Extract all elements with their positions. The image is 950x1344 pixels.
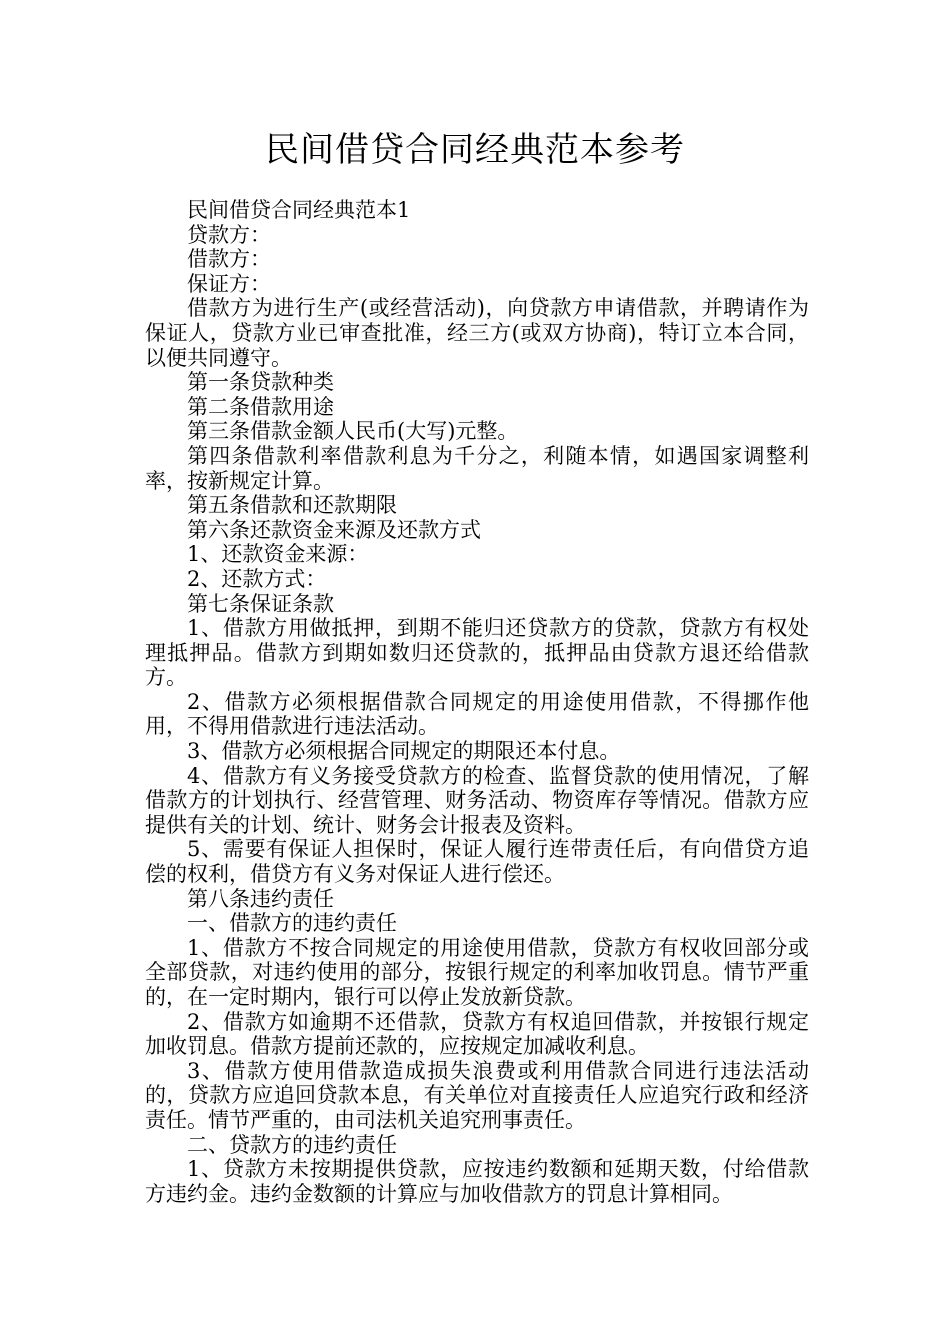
paragraph: 3、借款方使用借款造成损失浪费或利用借款合同进行违法活动的，贷款方应追回贷款本息，有关单位对直接责任人应追究行政和经济责任。情节严重的，由司法机关追究刑事责任。 <box>145 1058 809 1132</box>
paragraph: 3、借款方必须根据合同规定的期限还本付息。 <box>187 739 621 764</box>
document-body <box>145 198 809 1206</box>
paragraph: 借款方为进行生产(或经营活动)，向贷款方申请借款，并聘请作为保证人，贷款方业已审查批准，经三方(或双方协商)，特订立本合同，以便共同遵守。 <box>145 296 809 370</box>
paragraph: 2、还款方式： <box>187 566 327 591</box>
paragraph: 1、还款资金来源： <box>187 542 369 567</box>
paragraph: 1、借款方不按合同规定的用途使用借款，贷款方有权收回部分或全部贷款，对违约使用的部分，按银行规定的利率加收罚息。情节严重的，在一定时期内，银行可以停止发放新贷款。 <box>145 935 809 1009</box>
paragraph: 一、借款方的违约责任 <box>187 911 397 936</box>
paragraph: 第六条还款资金来源及还款方式 <box>187 517 481 542</box>
paragraph: 1、借款方用做抵押，到期不能归还贷款方的贷款，贷款方有权处理抵押品。借款方到期如数归还贷款的，抵押品由贷款方退还给借款方。 <box>145 616 809 690</box>
paragraph: 5、需要有保证人担保时，保证人履行连带责任后，有向借贷方追偿的权利，借贷方有义务对保证人进行偿还。 <box>145 837 809 887</box>
paragraph: 第三条借款金额人民币(大写)元整。 <box>187 419 519 444</box>
paragraph: 第八条违约责任 <box>187 886 334 911</box>
paragraph: 第四条借款利率借款利息为千分之，利随本情，如遇国家调整利率，按新规定计算。 <box>145 443 809 493</box>
paragraph: 第二条借款用途 <box>187 394 334 419</box>
paragraph: 民间借贷合同经典范本1 <box>187 198 411 222</box>
paragraph: 第一条贷款种类 <box>187 370 334 395</box>
paragraph: 第七条保证条款 <box>187 591 334 616</box>
paragraph: 第五条借款和还款期限 <box>187 493 397 518</box>
document-title: 民间借贷合同经典范本参考 <box>265 130 685 170</box>
paragraph: 借款方： <box>187 247 271 272</box>
paragraph: 4、借款方有义务接受贷款方的检查、监督贷款的使用情况，了解借款方的计划执行、经营管理、财务活动、物资库存等情况。借款方应提供有关的计划、统计、财务会计报表及资料。 <box>145 763 809 837</box>
paragraph: 2、借款方如逾期不还借款，贷款方有权追回借款，并按银行规定加收罚息。借款方提前还款的，应按规定加减收利息。 <box>145 1009 809 1059</box>
paragraph: 2、借款方必须根据借款合同规定的用途使用借款，不得挪作他用，不得用借款进行违法活动。 <box>145 689 809 739</box>
paragraph: 1、贷款方未按期提供贷款，应按违约数额和延期天数，付给借款方违约金。违约金数额的计算应与加收借款方的罚息计算相同。 <box>145 1157 809 1206</box>
paragraph: 贷款方： <box>187 222 271 247</box>
paragraph: 保证方： <box>187 271 271 296</box>
paragraph: 二、贷款方的违约责任 <box>187 1132 397 1157</box>
